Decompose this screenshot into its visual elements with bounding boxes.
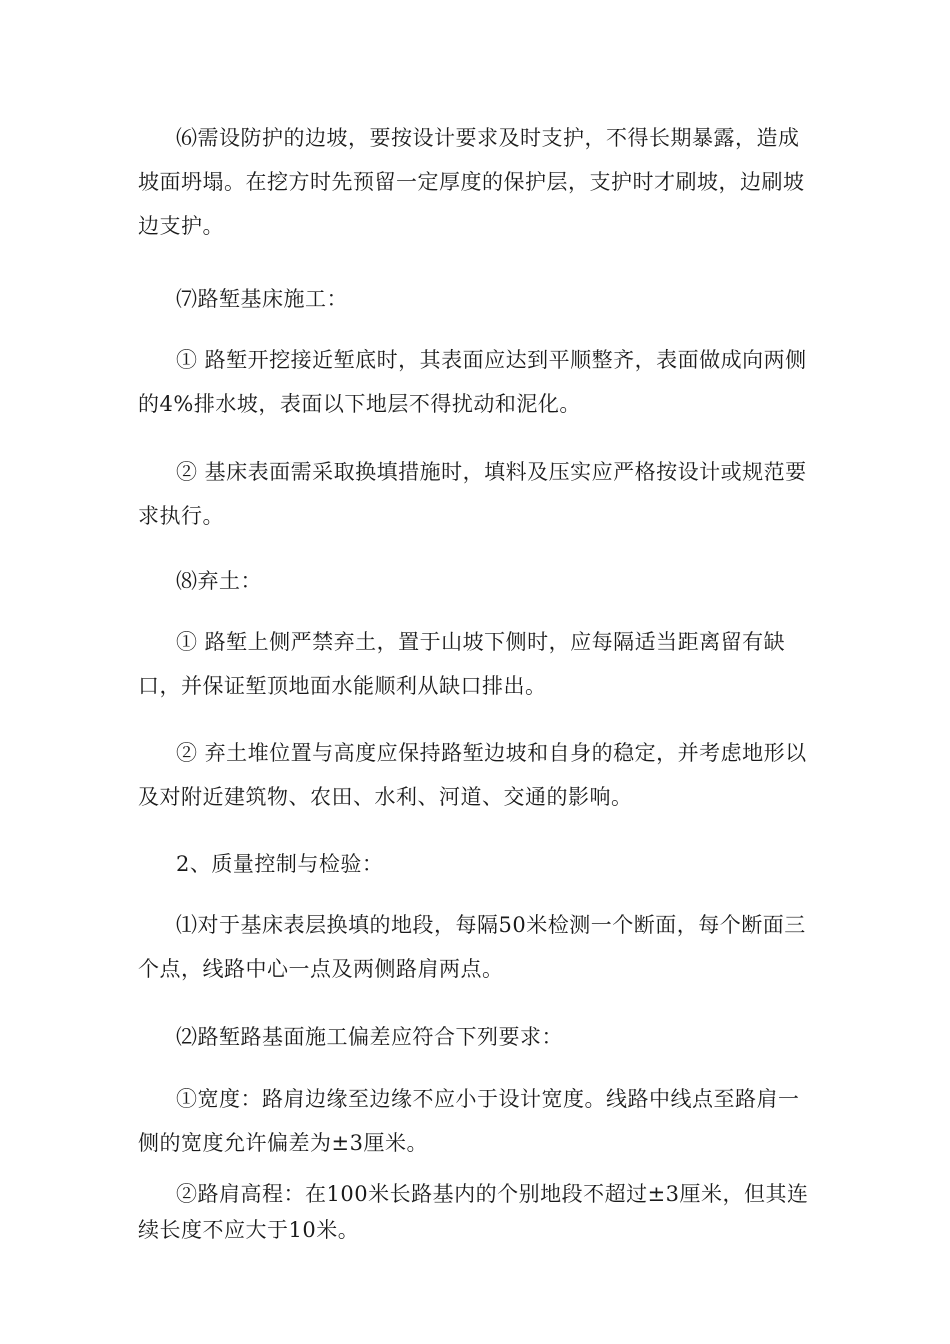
paragraph-7-item-1: ① 路堑开挖接近堑底时，其表面应达到平顺整齐，表面做成向两侧的4%排水坡，表面以下地层不得扰动和泥化。 [138,348,807,416]
section-2-heading: 2、质量控制与检验： [176,852,384,876]
paragraph-8-spoil-heading: ⑻弃土： [176,569,262,593]
paragraph-2-deviation-heading: ⑵路堑路基面施工偏差应符合下列要求： [176,1025,563,1049]
paragraph-6-slope-protection: ⑹需设防护的边坡，要按设计要求及时支护，不得长期暴露，造成坡面坍塌。在挖方时先预留一定厚度的保护层，支护时才刷坡，边刷坡边支护。 [138,126,805,238]
paragraph-1-inspection: ⑴对于基床表层换填的地段，每隔50米检测一个断面，每个断面三个点，线路中心一点及两侧路肩两点。 [138,913,806,981]
paragraph-7-subgrade-heading: ⑺路堑基床施工： [176,287,348,311]
paragraph-8-item-2: ② 弃土堆位置与高度应保持路堑边坡和自身的稳定，并考虑地形以及对附近建筑物、农田、水利、河道、交通的影响。 [138,741,807,809]
deviation-item-width: ①宽度：路肩边缘至边缘不应小于设计宽度。线路中线点至路肩一侧的宽度允许偏差为±3厘米。 [138,1087,800,1155]
paragraph-7-item-2: ② 基床表面需采取换填措施时，填料及压实应严格按设计或规范要求执行。 [138,460,807,528]
deviation-item-elevation: ②路肩高程：在100米长路基内的个别地段不超过±3厘米，但其连续长度不应大于10米。 [138,1182,809,1242]
paragraph-8-item-1: ① 路堑上侧严禁弃土，置于山坡下侧时，应每隔适当距离留有缺口，并保证堑顶地面水能顺利从缺口排出。 [138,630,786,698]
